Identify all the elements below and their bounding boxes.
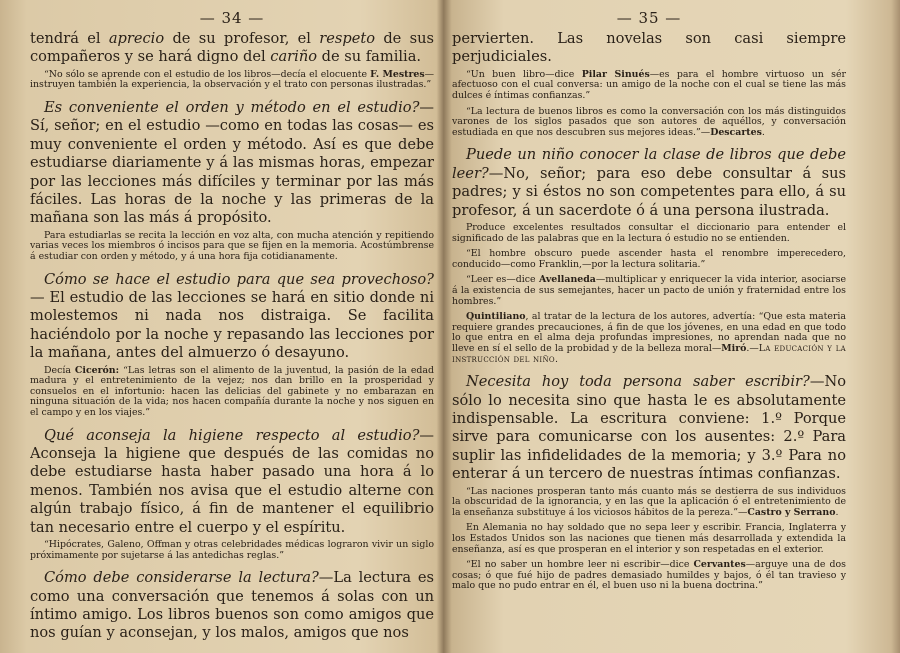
note (452, 523, 846, 555)
text: “Un buen libro—dice (466, 68, 582, 80)
italic-word: respeto (319, 30, 376, 47)
quote (452, 560, 846, 592)
question: Cómo debe considerarse la lectura? (44, 569, 319, 587)
text: En Alemania no hay soldado que no sepa leer y escribir. Francia, Inglaterra y los Estados Unidos son las naciones que tienen más desarrollada y extendida la enseñanza, así es que prosperan en el interior y son respetadas en el exterior. (452, 522, 846, 555)
quote (30, 70, 434, 91)
answer: —No sólo lo necesita sino que hasta le es absolutamente indispensable. La escritura conviene: 1.º Porque sirve para comunicarse con los ausentes: 2.º Para suplir las infidelidades de la memoria; y 3.º Para no enterar á un tercero de nuestras íntimas confianzas. (452, 373, 846, 483)
text: . (761, 126, 765, 138)
right-page (452, 0, 846, 653)
text: “Leer es—dice (466, 274, 539, 286)
question: Qué aconseja la higiene respecto al estudio? (44, 426, 420, 444)
question: Cómo se hace el estudio para que sea provechoso? (44, 270, 434, 288)
source-title: La educación y la instrucción del niño. (452, 342, 846, 365)
left-page (30, 0, 434, 653)
text: Decía (44, 364, 75, 376)
text: “Hipócrates, Galeno, Offman y otras celebridades médicas lograron vivir un siglo próximamente por sujetarse á las antedichas reglas.” (30, 539, 434, 561)
text: —multiplicar y enriquecer la vida interior, asociarse á la existencia de sus semejantes, hacer un pacto de unión y fraternidad entre los hombres.” (452, 274, 846, 307)
text: “Las letras son el alimento de la juventud, la pasión de la edad madura y el entretenimiento de la vejez; nos dan brillo en la prosperidad y consuelos en el infortunio: hacen las delicias del gabinete y no embarazan en ninguna situación de la vida; nos hacen compañía durante la noche y nos siguen en el campo y en los viajes.” (30, 364, 434, 419)
author-name: Descartes (710, 126, 762, 138)
text: “La lectura de buenos libros es como la conversación con los más distinguidos varones de los siglos pasados que son autores de aquéllos, y conversación estudiada en que nos descubren sus mejores ideas.”— (452, 105, 846, 138)
text: tendrá el (30, 30, 109, 47)
text: “No sólo se aprende con el estudio de los libros—decía el elocuente (44, 68, 371, 80)
text: Produce excelentes resultados consultar el diccionario para entender el significado de las palabras que en la lectura ó estudio no se entienden. (452, 222, 846, 244)
question: Puede un niño conocer la clase de libros que debe leer? (452, 146, 846, 182)
text: Para estudiarlas se recita la lección en voz alta, con mucha atención y repitiendo varias veces los miembros ó incisos para que se fijen en la memoria. Acostúmbrense á estudiar con orden y método, y á una hora fija cotidianamente. (30, 229, 434, 263)
author-name: Quintiliano (466, 311, 526, 323)
question: Es conveniente el orden y método en el estudio? (44, 99, 420, 116)
paragraph (452, 30, 846, 67)
page-number-right: — 35 — (616, 9, 682, 27)
answer: —La lectura es como una conversación que tenemos á solas con un íntimo amigo. Los libros buenos son como amigos que nos guían y aconsejan, y los malos, amigos que nos (30, 569, 434, 642)
quote (452, 107, 846, 139)
author-name: Cicerón: (74, 364, 120, 376)
quote (452, 70, 846, 102)
page-number-left: — 34 — (199, 9, 265, 27)
author-name: Avellaneda (538, 274, 596, 286)
quote (452, 312, 846, 365)
text: —instruyen también la experiencia, la observación y el trato con personas ilustradas.” (30, 68, 434, 91)
paragraph (30, 30, 434, 67)
text: “Las naciones prosperan tanto más cuanto más se destierra de sus individuos la obscuridad de la ignorancia, y en las que la aplicación ó el entretenimiento de la enseñanza substituye á los viciosos hábitos de la pereza.”— (452, 485, 846, 518)
text: “El no saber un hombre leer ni escribir—dice (466, 559, 694, 571)
quote (30, 540, 434, 561)
author-name: F. Mestres (370, 68, 425, 80)
text: de sus compañeros y se hará digno del (30, 30, 434, 66)
question-paragraph (452, 146, 846, 220)
quote (452, 487, 846, 519)
text: de su profesor, el (164, 30, 320, 47)
text: . (835, 506, 839, 518)
answer: — Sí, señor; en el estudio —como en todas las cosas— es muy conveniente el orden y método. Así es que debe estudiarse diariamente y á las mismas horas, empezar por las lecciones más difíciles y terminar por las más fáciles. Las horas de la noche y las primeras de la mañana son las más á propósito. (30, 99, 434, 227)
quote (30, 366, 434, 419)
text: —es para el hombre virtuoso un sér afectuoso con el cual conversa: un amigo de la noche con el cual se tiene las más dulces é íntimas confianzas.” (452, 68, 846, 101)
answer: —No, señor; para eso debe consultar á sus padres; y si éstos no son competentes para ello, á su profesor, á un sacerdote ó á una persona ilustrada. (452, 164, 846, 219)
answer: — El estudio de las lecciones se hará en sitio donde ni molestemos ni nada nos distraiga. Se facilita haciéndolo por la noche y repasando las lecciones por la mañana, antes del almuerzo ó desayuno. (30, 289, 434, 362)
answer: —Aconseja la higiene que después de las comidas no debe estudiarse hasta haber pasado una hora á lo menos. También nos avisa que el estudio alterne con algún trabajo físico, á fin de mantener el equilibrio tan necesario entre el cuerpo y el espíritu. (30, 426, 434, 536)
quote (452, 249, 846, 270)
text: “El hombre obscuro puede ascender hasta el renombre imperecedero, conducido—como Franklin,—por la lectura solitaria.” (452, 248, 846, 270)
question: Necesita hoy toda persona saber escribir? (466, 373, 810, 391)
question-paragraph (30, 271, 434, 363)
quote (452, 275, 846, 307)
question-paragraph (30, 569, 434, 643)
text: , al tratar de la lectura de los autores, advertía: “Que esta materia requiere grandes precauciones, á fin de que los jóvenes, en una edad en que todo lo que entra en el alma deja profundas impresiones, no aprendan nada que no lleve en sí el sello de la probidad y de la belleza moral— (452, 311, 846, 354)
text: pervierten. Las novelas son casi siempre perjudiciales. (452, 30, 846, 66)
note (30, 231, 434, 263)
author-name: Cervantes (693, 559, 746, 571)
italic-word: cariño (270, 48, 317, 66)
note (452, 223, 846, 244)
italic-word: aprecio (108, 30, 165, 47)
text: —arguye una de dos cosas; ó que fué hijo de padres demasiado humildes y bajos, ó él tan travieso y malo que no pudo entrar en él, el buen uso ni la buena doctrina.” (452, 559, 846, 592)
text: de su familia. (317, 48, 422, 66)
question-paragraph (30, 427, 434, 537)
text: .— (746, 342, 759, 354)
question-paragraph (452, 373, 846, 483)
author-name: Castro y Serrano (747, 506, 836, 518)
author-name: Pilar Sinués (581, 68, 650, 80)
question-paragraph (30, 99, 434, 228)
author-name: Miró (721, 342, 747, 354)
